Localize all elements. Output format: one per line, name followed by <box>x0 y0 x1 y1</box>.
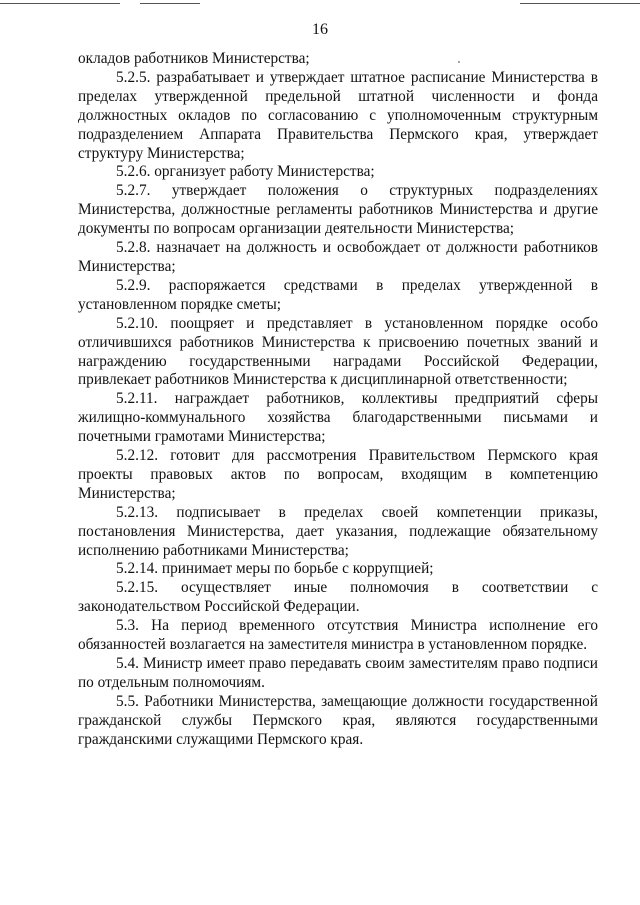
paragraph-5-5: 5.5. Работники Министерства, замещающие должности государственной гражданской службы Пермского края, являются государственными гражданскими служащими Пермского края. <box>78 692 598 748</box>
paragraph-5-2-13: 5.2.13. подписывает в пределах своей компетенции приказы, постановления Министерства, дает указания, подлежащие обязательному исполнению работниками Министерства; <box>78 503 598 559</box>
paragraph-5-2-15: 5.2.15. осуществляет иные полномочия в соответствии с законодательством Российской Федерации. <box>78 579 598 616</box>
scan-top-edge <box>0 0 640 7</box>
paragraph-5-2-12: 5.2.12. готовит для рассмотрения Правительством Пермского края проекты правовых актов по вопросам, входящим в компетенцию Министерства; <box>78 447 598 502</box>
paragraph-5-2-9: 5.2.9. распоряжается средствами в пределах утвержденной в установленном порядке сметы; <box>78 276 598 313</box>
paragraph-5-2-14: 5.2.14. принимает меры по борьбе с коррупцией; <box>116 560 434 578</box>
paragraph-5-2-8: 5.2.8. назначает на должность и освобождает от должности работников Министерства; <box>78 239 598 275</box>
paragraph-5-2-11: 5.2.11. награждает работников, коллективы предприятий сферы жилищно-коммунального хозяйства благодарственными письмами и почетными грамотами Министерства; <box>78 390 598 446</box>
document-body <box>78 50 598 750</box>
paragraph-5-2-5: 5.2.5. разрабатывает и утверждает штатное расписание Министерства в пределах утвержденной предельной штатной численности и фонда должностных окладов по согласованию с уполномоченным структурным подразделением Аппарата Правительства Пермского края, утверждает структуру Министерства; <box>78 68 598 162</box>
paragraph-5-3: 5.3. На период временного отсутствия Министра исполнение его обязанностей возлагается на заместителя министра в установленном порядке. <box>78 617 598 654</box>
paragraph-5-4: 5.4. Министр имеет право передавать своим заместителям право подписи по отдельным полномочиям. <box>78 655 598 691</box>
page-number: 16 <box>312 21 328 38</box>
paragraph-continuation: окладов работников Министерства; <box>78 50 310 67</box>
paragraph-5-2-10: 5.2.10. поощряет и представляет в установленном порядке особо отличившихся работников Министерства к присвоению почетных званий и награждению государственными наградами Российской Федерации, привлекает работников Министерства к дисциплинарной ответственности; <box>78 314 598 389</box>
paragraph-5-2-6: 5.2.6. организует работу Министерства; <box>116 163 375 181</box>
paragraph-5-2-7: 5.2.7. утверждает положения о структурных подразделениях Министерства, должностные регламенты работников Министерства и другие документы по вопросам организации деятельности Министерства; <box>78 182 598 238</box>
